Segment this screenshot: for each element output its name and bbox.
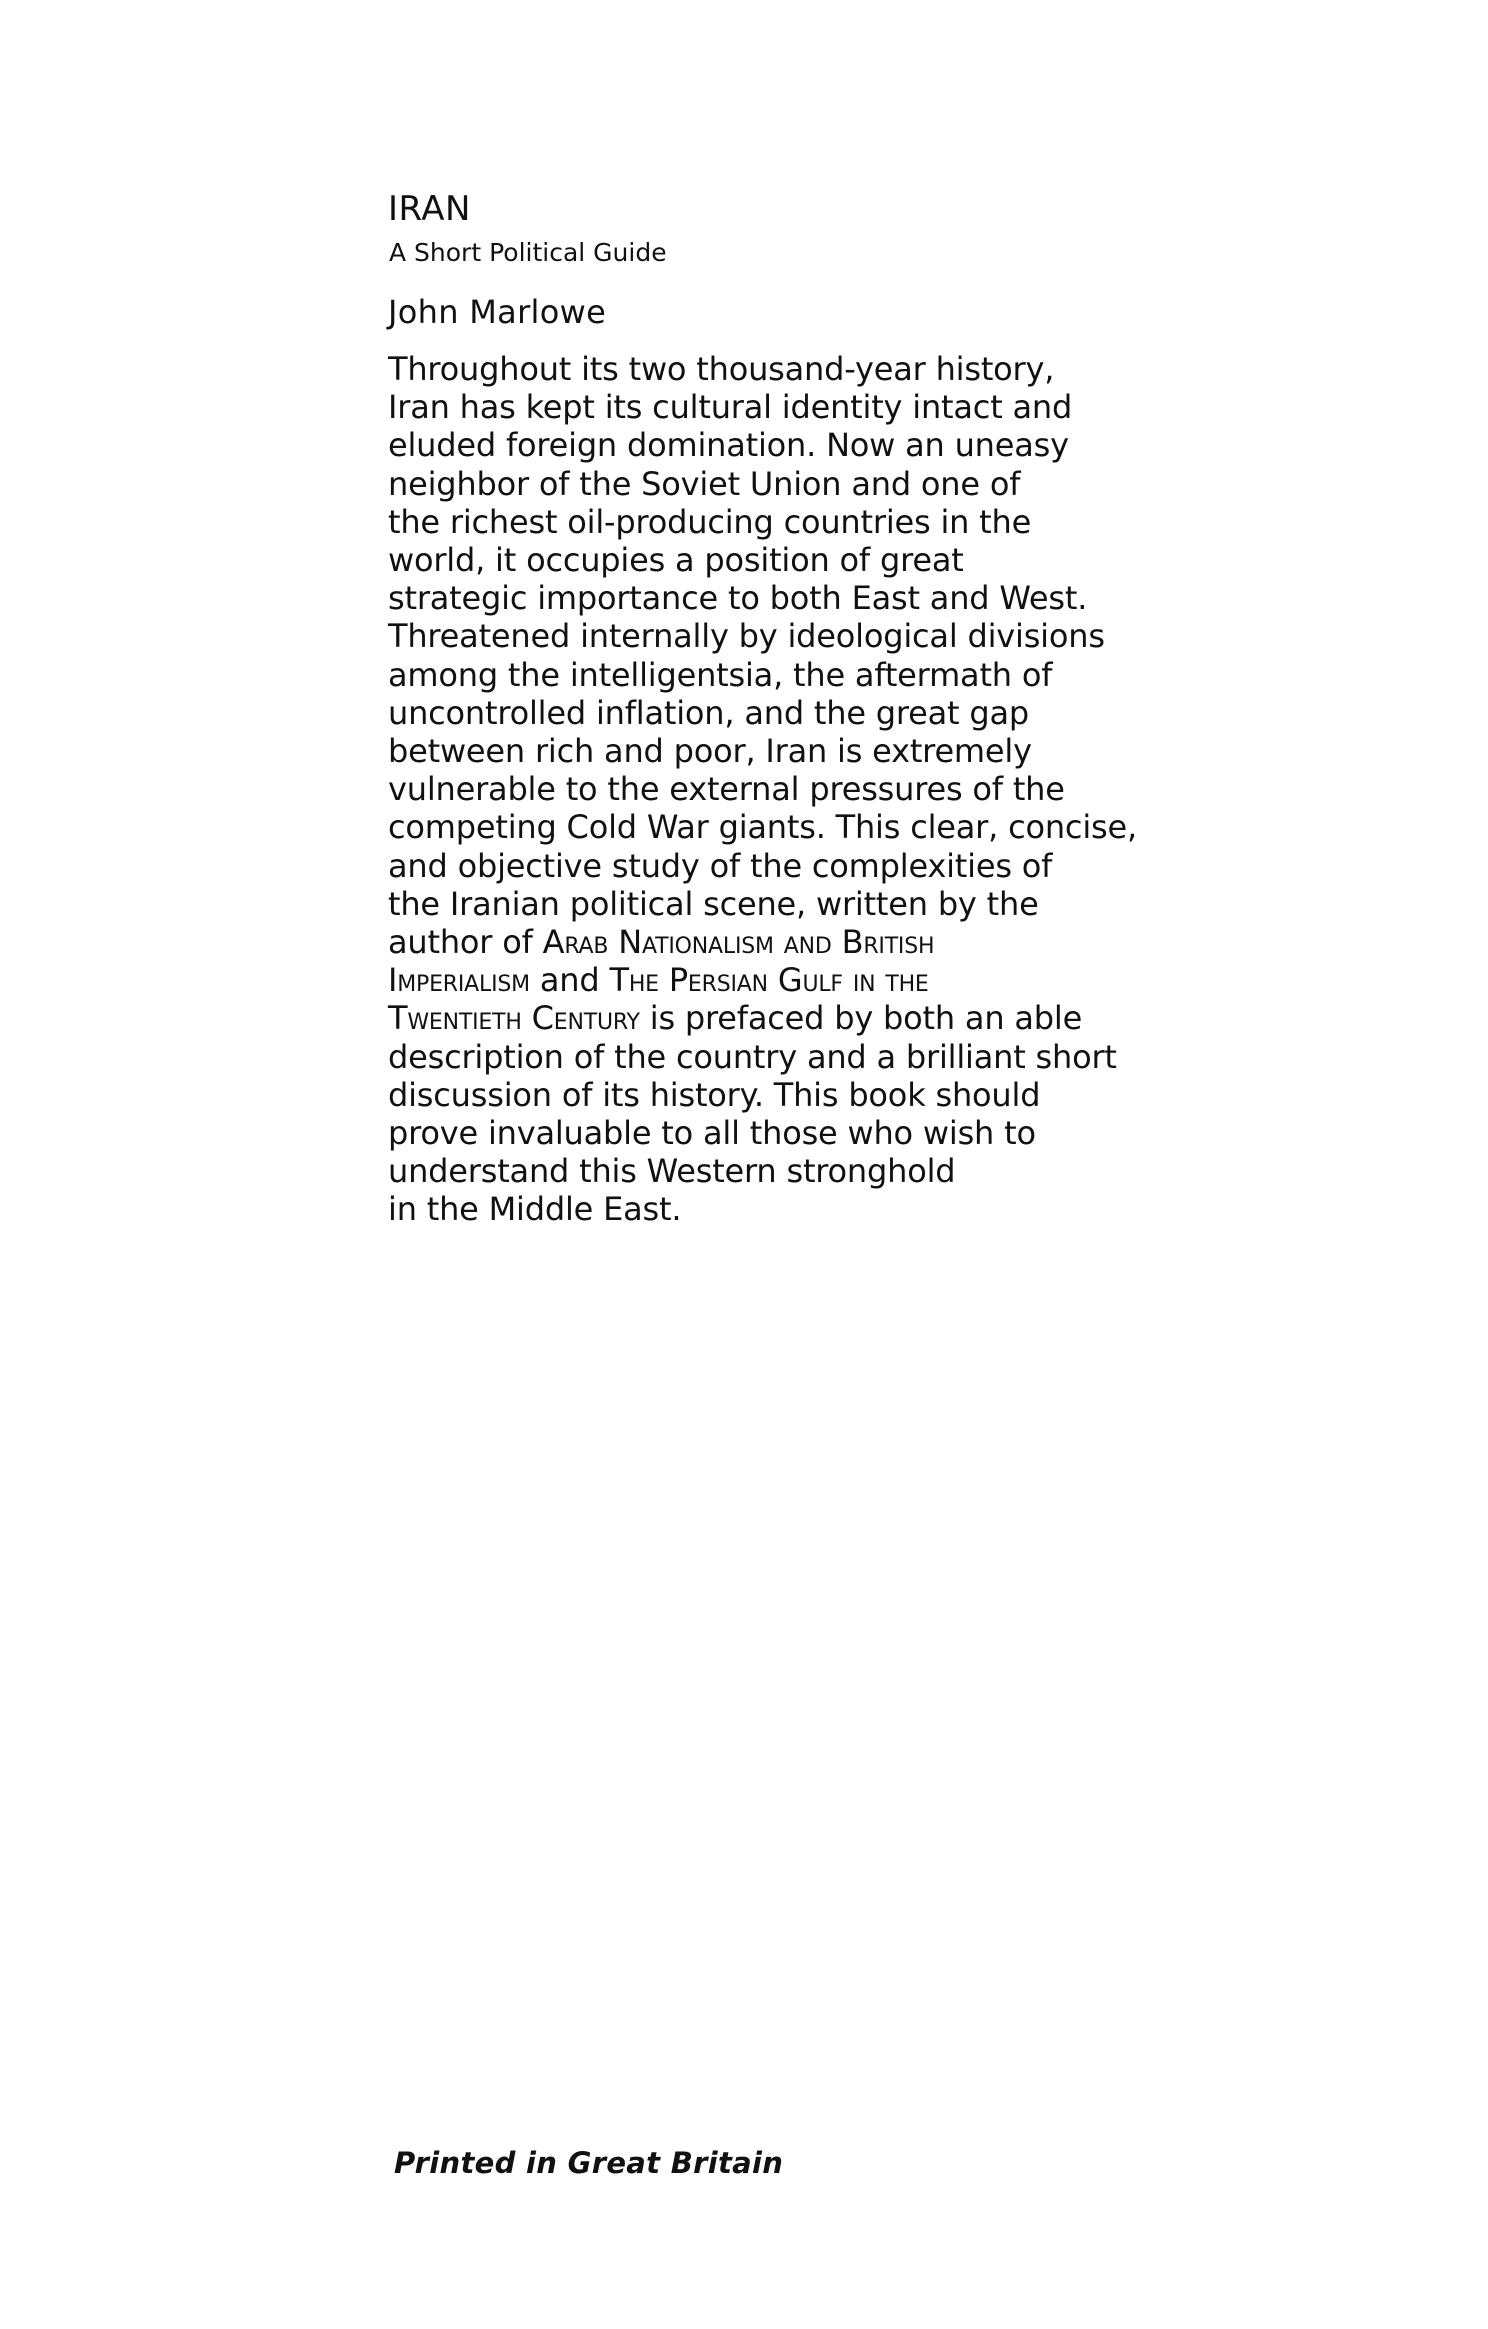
description-line: the Iranian political scene, written by the <box>388 884 1039 923</box>
description-line-with-book-title <box>388 923 1168 961</box>
other-book-title: The Persian Gulf in the <box>609 961 929 1000</box>
description-line: competing Cold War giants. This clear, concise, <box>388 808 1137 847</box>
book-title: IRAN <box>388 189 471 229</box>
description-line: eluded foreign domination. Now an uneasy <box>388 426 1069 465</box>
description-line: between rich and poor, Iran is extremely <box>388 732 1032 771</box>
description-text: and <box>529 961 610 1000</box>
description-line: the richest oil-producing countries in the <box>388 502 1032 541</box>
description-text: author of <box>388 923 543 962</box>
description-line: prove invaluable to all those who wish to <box>388 1114 1036 1153</box>
other-book-title: Arab Nationalism and British <box>542 923 935 962</box>
description-text: is prefaced by both an able <box>639 999 1083 1038</box>
description-line: Iran has kept its cultural identity intact and <box>388 388 1073 427</box>
other-book-title: Twentieth Century <box>388 999 640 1038</box>
description-line: and objective study of the complexities of <box>388 846 1053 885</box>
book-description <box>388 350 1168 1229</box>
description-line: description of the country and a brilliant short <box>388 1037 1117 1076</box>
description-line: understand this Western stronghold <box>388 1152 956 1191</box>
description-line: world, it occupies a position of great <box>388 541 964 580</box>
description-line: vulnerable to the external pressures of the <box>388 770 1065 809</box>
description-line: Threatened internally by ideological divisions <box>388 617 1105 656</box>
description-line: Throughout its two thousand-year history, <box>388 350 1055 388</box>
description-line-with-book-title <box>388 999 1168 1037</box>
book-subtitle: A Short Political Guide <box>389 238 667 267</box>
description-line-with-book-titles <box>388 961 1168 999</box>
other-book-title: Imperialism <box>388 961 530 1000</box>
description-line: discussion of its history. This book should <box>388 1075 1041 1114</box>
description-line: uncontrolled inflation, and the great gap <box>388 693 1030 732</box>
description-line: among the intelligentsia, the aftermath of <box>388 655 1053 694</box>
printed-in-imprint: Printed in Great Britain <box>394 2146 784 2180</box>
description-line: in the Middle East. <box>388 1190 682 1229</box>
book-author: John Marlowe <box>388 293 607 331</box>
description-line: strategic importance to both East and West. <box>388 579 1088 618</box>
description-line: neighbor of the Soviet Union and one of <box>388 464 1021 503</box>
